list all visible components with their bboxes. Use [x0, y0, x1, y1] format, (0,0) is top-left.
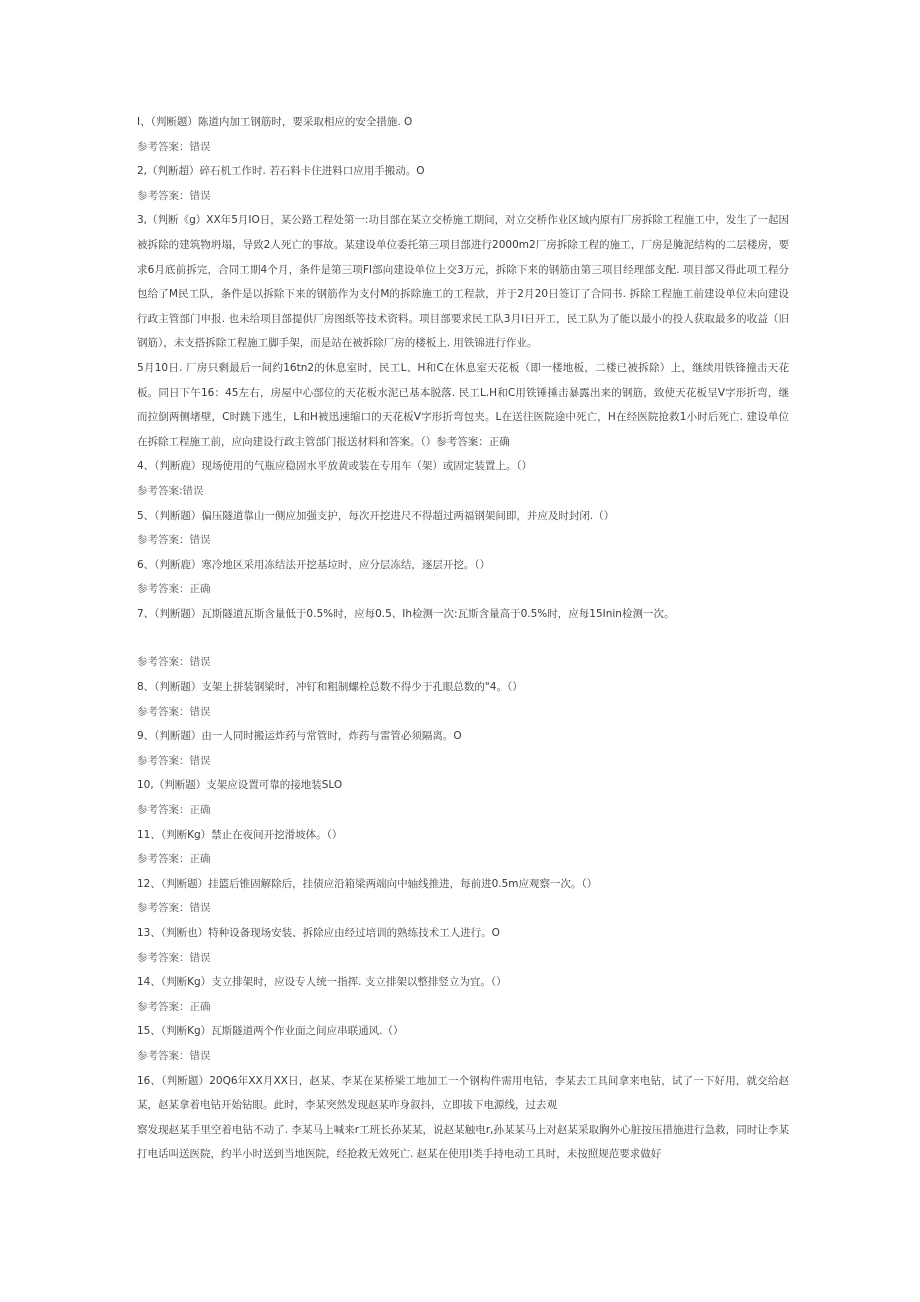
- question-13: 13、（判断也）特种设备现场安装、拆除应由经过培训的熟练技术工人进行。O: [137, 927, 500, 939]
- document-page: [137, 110, 789, 1167]
- answer-14: 参考答案：正确: [137, 1000, 211, 1013]
- question-3-continued: 5月10日. 厂房只剩最后一间约16tn2的休息室时，民工L、H和C在休息室天花板（即一楼地板，二楼已被拆除）上，继续用铁锋撞击天花板。同日下午16：45左右，房屋中心部位的天花板水泥已基本脱落. 民工L.H和C用铁锤捶击暴露出来的钢筋，致使天花板呈V字形折弯，继而拉倒两侧堵壁，C时跳下逃生，L和H被迅速缩口的天花板V字形折弯包夹。L在送往医院途中死亡，H在经医院抢救1小时后死亡. 建设单位在拆除工程施工前，应向建设行政主管部门报送材料和答案。（）参考答案：正确: [137, 361, 789, 448]
- question-1: I、（判断题）陈道内加工钢筋时，要采取相应的安全措施. O: [137, 116, 413, 128]
- question-8: 8、（判断题）支架上拼装钢梁时，冲钉和粗制螺栓总数不得少于孔眼总数的"4。（）: [137, 681, 523, 694]
- question-12: 12、（判断题）挂篮后锥固解除后，挂债应沿箱梁两端向中轴线推进，每前进0.5m应观察一次。（）: [137, 877, 598, 890]
- question-14: 14、（判断Kg）支立排架时，应设专人统一指挥. 支立排架以整排竖立为宜。（）: [137, 976, 507, 989]
- answer-8: 参考答案：错误: [137, 705, 211, 718]
- question-2: 2,（判断超）碎石机工作时. 若石料卡住进料口应用手搬动。O: [137, 165, 425, 178]
- question-5: 5、（判断题）偏压隧道靠山一侧应加强支护，每次开挖进尺不得超过两福钢架间即，并应及时封闭.（）: [137, 509, 615, 522]
- answer-15: 参考答案：错误: [137, 1049, 211, 1062]
- answer-6: 参考答案：正确: [137, 583, 211, 596]
- answer-5: 参考答案：错误: [137, 534, 211, 547]
- question-16-continued: 察发现赵某手里空着电钻不动了. 李某马上喊来r工班长孙某某，说赵某触电r,孙某某马上对赵某采取胸外心脏按压措施进行急救，同时让李某打电话叫送医院，约半小时送到当地医院，经抢救无效死亡. 赵某在使用I类手持电动工具时，未按照规范要求做好: [137, 1123, 789, 1161]
- answer-7: 参考答案：错误: [137, 656, 211, 669]
- answer-4: 参考答案:错误: [137, 484, 204, 497]
- answer-1: 参考答案：错误: [137, 140, 211, 153]
- question-16: 16、（判断题）20Q6年XX月XX日，赵某、李某在某桥梁工地加工一个钢构件需用电钻，李某去工具间拿来电钻，试了一下好用，就交给赵某，赵某拿着电钻开始钻眼。此时，李某突然发现赵某咋身叙抖，立即拔下电源线，过去观: [137, 1074, 789, 1112]
- answer-13: 参考答案：错误: [137, 951, 211, 964]
- question-11: 11、（判断Kg）禁止在夜间开挖滑坡体。（）: [137, 828, 343, 841]
- question-9: 9、（判断题）由一人同时搬运炸药与常管时，炸药与雷管必须隔离。O: [137, 730, 462, 743]
- answer-10: 参考答案：正确: [137, 804, 211, 817]
- blank-line: [137, 626, 789, 650]
- question-3: 3,（判断《g）XX年5月IO日，某公路工程处第一:功目部在某立交桥施工期间，对立交桥作业区域内原有厂房拆除工程施工中，发生了一起因被拆除的建筑物坍塌，导致2人死亡的事故。某建设单位委托第三项目部进行2000m2厂房拆除工程的施工，厂房是腌泥结构的二层楼房，要求6月底前拆完，合同工期4个月，条件是第三项FI部向建设单位上交3万元，拆除下来的钢筋由第三项目经理部支配. 项目部又得此项工程分包给了M民工队，条件是以拆除下来的钢筋作为支付M的拆除施工的工程款，并于2月20日签订了合同书. 拆除工程施工前建设单位未向建设行政主管部门申报. 也未给项目部提供厂房图纸等技术资料。项目部要求民工队3月I日开工，民工队为了能以最小的投人获取最多的收益（旧钢筋），未支搭拆除工程施工脚手架，而是站在被拆除厂房的楼板上. 用铁锦进行作业。: [137, 214, 789, 350]
- question-10: 10,（判断题）支架应设置可靠的接地装SLO: [137, 779, 343, 792]
- answer-11: 参考答案：正确: [137, 853, 211, 866]
- answer-12: 参考答案：错误: [137, 902, 211, 915]
- question-6: 6、（判断鹿）寒冷地区采用冻结法开挖基垃时，应分层冻结，逐层开挖。（）: [137, 558, 491, 571]
- answer-2: 参考答案：错误: [137, 189, 211, 202]
- question-15: 15、（判断Kg）瓦斯隧道两个作业面之间应串联通风.（）: [137, 1025, 404, 1038]
- question-7: 7、（判断题）瓦斯隧道瓦斯含量低于0.5%时，应每0.5、Ih检测一次:瓦斯含量高于0.5%时，应每15Inin检测一次。: [137, 607, 675, 620]
- answer-9: 参考答案：错误: [137, 754, 211, 767]
- question-4: 4、（判断鹿）现场使用的气瓶应稳固水平放黄或装在专用车（架）或固定装置上。（）: [137, 460, 533, 473]
